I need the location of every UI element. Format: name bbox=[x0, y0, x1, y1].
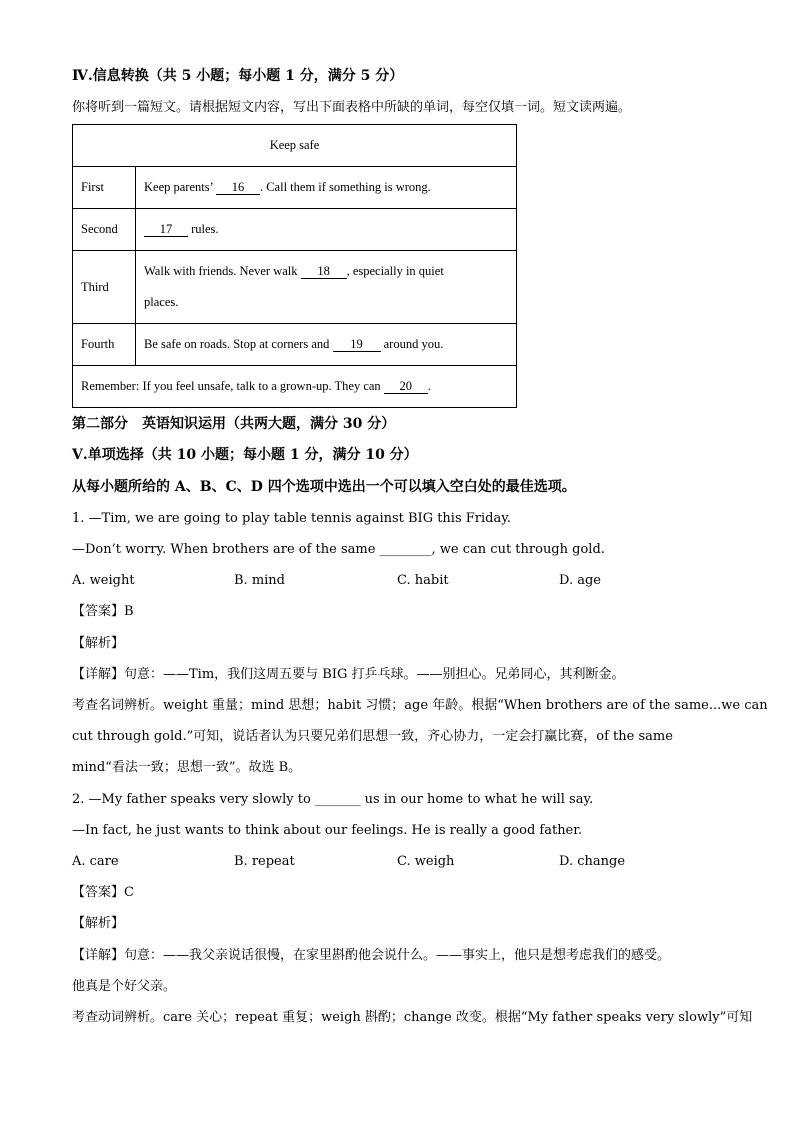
analysis-label: 【解析】 bbox=[72, 916, 125, 931]
row-label: Third bbox=[73, 251, 136, 324]
keep-safe-table bbox=[72, 124, 517, 408]
table-row bbox=[73, 324, 517, 366]
row-content bbox=[136, 167, 517, 209]
detail-line: 【详解】句意：——Tim，我们这周五要与 BIG 打乒乓球。——别担心。兄弟同心，其利断金。 bbox=[72, 667, 625, 682]
answer-value: B bbox=[124, 604, 134, 619]
section-heading: Ⅴ.单项选择（共 10 小题；每小题 1 分，满分 10 分） bbox=[72, 447, 418, 463]
option-b[interactable]: B. mind bbox=[234, 573, 285, 588]
answer-label: 【答案】 bbox=[72, 604, 125, 619]
options-row bbox=[0, 573, 794, 589]
option-c[interactable]: C. habit bbox=[397, 573, 449, 588]
row-label: Second bbox=[73, 209, 136, 251]
table-remember-row bbox=[73, 366, 517, 408]
answer-blank[interactable]: 18 bbox=[301, 264, 347, 279]
row-content bbox=[136, 209, 517, 251]
question-stem: —Don’t worry. When brothers are of the same ________, we can cut through gold. bbox=[72, 542, 605, 557]
row-content bbox=[136, 251, 517, 324]
answer-line bbox=[72, 604, 134, 620]
row-text: . Call them if something is wrong. bbox=[259, 180, 431, 194]
row-text: rules. bbox=[191, 222, 219, 236]
table-title-row bbox=[73, 125, 517, 167]
detail-line: 考查名词辨析。weight 重量；mind 思想；habit 习惯；age 年龄。根据“When brothers are of the same...we can bbox=[72, 698, 768, 713]
table-title: Keep safe bbox=[73, 125, 517, 167]
row-text: Keep parents’ bbox=[144, 180, 213, 194]
option-d[interactable]: D. change bbox=[559, 854, 626, 869]
question-stem: 2. —My father speaks very slowly to _______ us in our home to what he will say. bbox=[72, 792, 594, 807]
detail-line: cut through gold.”可知，说话者认为只要兄弟们思想一致，齐心协力，一定会打赢比赛，of the same bbox=[72, 729, 673, 744]
answer-blank[interactable]: 17 bbox=[144, 222, 188, 237]
option-b[interactable]: B. repeat bbox=[234, 854, 295, 869]
question-stem: —In fact, he just wants to think about our feelings. He is really a good father. bbox=[72, 823, 583, 838]
answer-value: C bbox=[124, 885, 134, 900]
table-row bbox=[73, 251, 517, 324]
remember-content bbox=[73, 366, 517, 408]
row-text: around you. bbox=[383, 337, 444, 351]
option-a[interactable]: A. weight bbox=[72, 573, 135, 588]
section-instruction: 从每小题所给的 A、B、C、D 四个选项中选出一个可以填入空白处的最佳选项。 bbox=[72, 479, 576, 495]
option-a[interactable]: A. care bbox=[72, 854, 119, 869]
part-heading: 第二部分 英语知识运用（共两大题，满分 30 分） bbox=[72, 416, 396, 432]
row-label: Fourth bbox=[73, 324, 136, 366]
table-row bbox=[73, 209, 517, 251]
answer-blank[interactable]: 19 bbox=[333, 337, 381, 352]
options-row bbox=[0, 854, 794, 870]
detail-line: 考查动词辨析。care 关心；repeat 重复；weigh 斟酌；change 改变。根据“My father speaks very slowly”可知 bbox=[72, 1010, 753, 1025]
answer-blank[interactable]: 16 bbox=[216, 180, 260, 195]
answer-blank[interactable]: 20 bbox=[384, 379, 428, 394]
detail-line: 他真是个好父亲。 bbox=[72, 979, 177, 994]
row-text: Be safe on roads. Stop at corners and bbox=[144, 337, 330, 351]
detail-line: mind“看法一致；思想一致”。故选 B。 bbox=[72, 760, 302, 775]
row-content bbox=[136, 324, 517, 366]
row-label: First bbox=[73, 167, 136, 209]
option-c[interactable]: C. weigh bbox=[397, 854, 455, 869]
option-d[interactable]: D. age bbox=[559, 573, 601, 588]
detail-line: 【详解】句意：——我父亲说话很慢，在家里斟酌他会说什么。——事实上，他只是想考虑我们的感受。 bbox=[72, 948, 671, 963]
remember-text: . bbox=[427, 379, 431, 393]
section-heading: Ⅳ.信息转换（共 5 小题；每小题 1 分，满分 5 分） bbox=[72, 68, 404, 84]
row-text: , especially in quiet bbox=[346, 264, 444, 278]
answer-label: 【答案】 bbox=[72, 885, 125, 900]
question-stem: 1. —Tim, we are going to play table tennis against BIG this Friday. bbox=[72, 511, 511, 526]
answer-line bbox=[72, 885, 134, 901]
row-text: Walk with friends. Never walk bbox=[144, 264, 298, 278]
row-text: places. bbox=[144, 295, 179, 309]
table-row bbox=[73, 167, 517, 209]
remember-text: Remember: If you feel unsafe, talk to a grown-up. They can bbox=[81, 379, 381, 393]
section-instruction: 你将听到一篇短文。请根据短文内容，写出下面表格中所缺的单词，每空仅填一词。短文读两遍。 bbox=[72, 100, 632, 115]
analysis-label: 【解析】 bbox=[72, 636, 125, 651]
